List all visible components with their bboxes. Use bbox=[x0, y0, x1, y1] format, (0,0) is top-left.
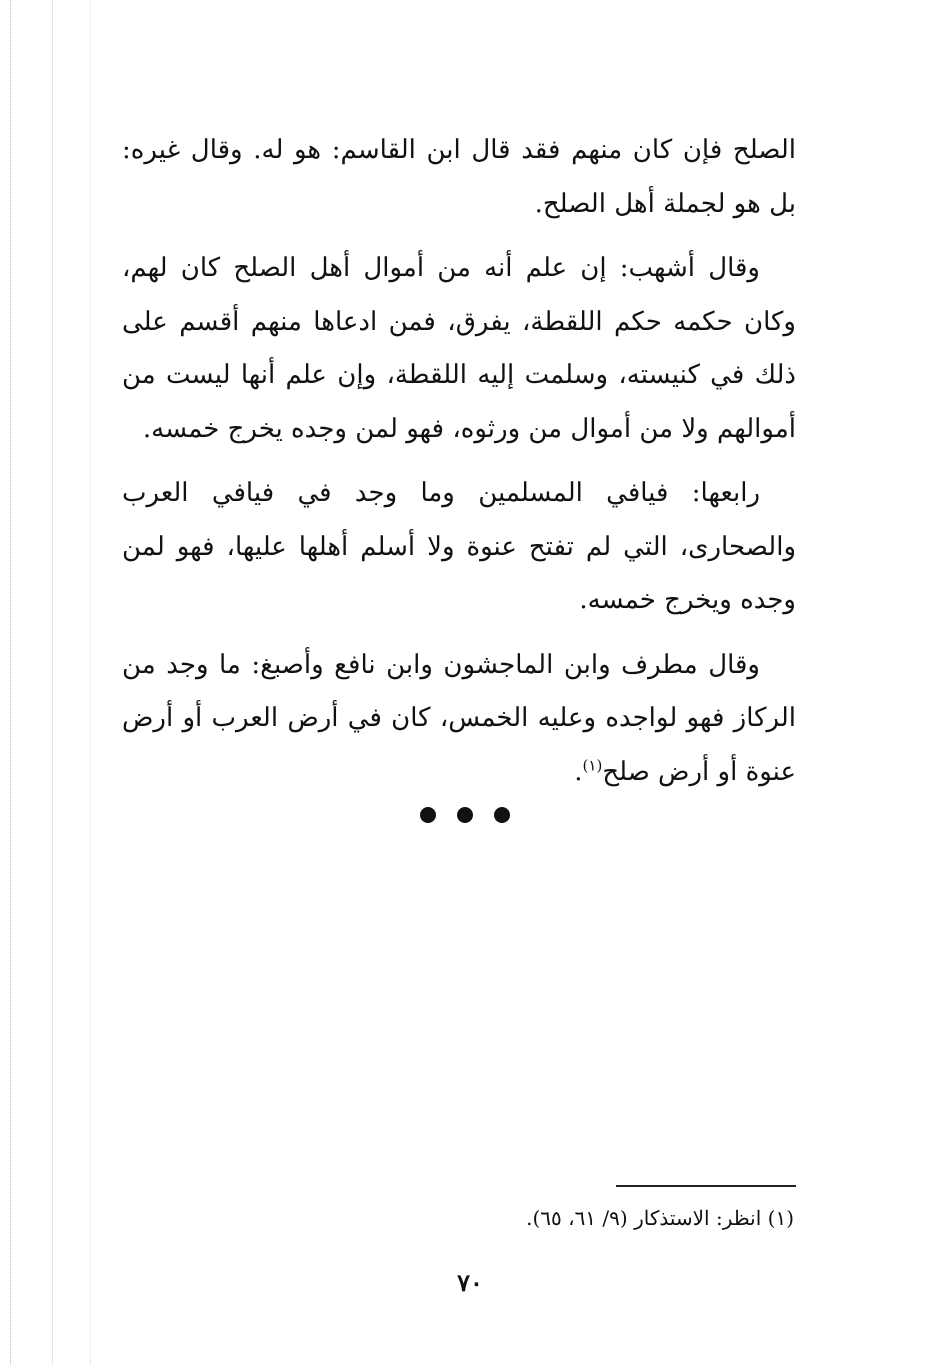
separator-dot bbox=[494, 807, 510, 823]
separator-dot bbox=[457, 807, 473, 823]
paragraph: وقال أشهب: إن علم أنه من أموال أهل الصلح كان لهم، وكان حكمه حكم اللقطة، يفرق، فمن ادعاها منهم أقسم على ذلك في كنيسته، وسلمت إليه اللقطة، وإن علم أنها ليست من أموالهم ولا من أموال من ورثوه، فهو لمن وجده يخرج خمسه. bbox=[122, 253, 796, 444]
page-number: ٧٠ bbox=[457, 1268, 483, 1297]
separator-dot bbox=[420, 807, 436, 823]
scan-margin-dots bbox=[90, 0, 92, 1365]
footnote bbox=[300, 1200, 794, 1236]
main-text bbox=[122, 124, 796, 810]
footnote-text: انظر: الاستذكار (٩/ ٦١، ٦٥). bbox=[526, 1206, 762, 1230]
footnote-number: (١) bbox=[767, 1206, 794, 1230]
paragraph-with-footnote bbox=[122, 639, 796, 800]
paragraph-end: . bbox=[574, 756, 583, 787]
scan-margin-dots bbox=[52, 0, 54, 1365]
footnote-reference[interactable]: (١) bbox=[582, 755, 603, 774]
paragraph: الصلح فإن كان منهم فقد قال ابن القاسم: هو له. وقال غيره: بل هو لجملة أهل الصلح. bbox=[122, 135, 796, 219]
section-separator bbox=[420, 805, 510, 825]
paragraph-text: وقال مطرف وابن الماجشون وابن نافع وأصبغ: ما وجد من الركاز فهو لواجده وعليه الخمس، كان في أرض العرب أو أرض عنوة أو أرض صلح bbox=[122, 649, 796, 787]
paragraph: رابعها: فيافي المسلمين وما وجد في فيافي العرب والصحارى، التي لم تفتح عنوة ولا أسلم أهلها عليها، فهو لمن وجده ويخرج خمسه. bbox=[122, 478, 796, 615]
footnote-divider bbox=[616, 1185, 796, 1187]
scan-margin-dots bbox=[10, 0, 12, 1365]
